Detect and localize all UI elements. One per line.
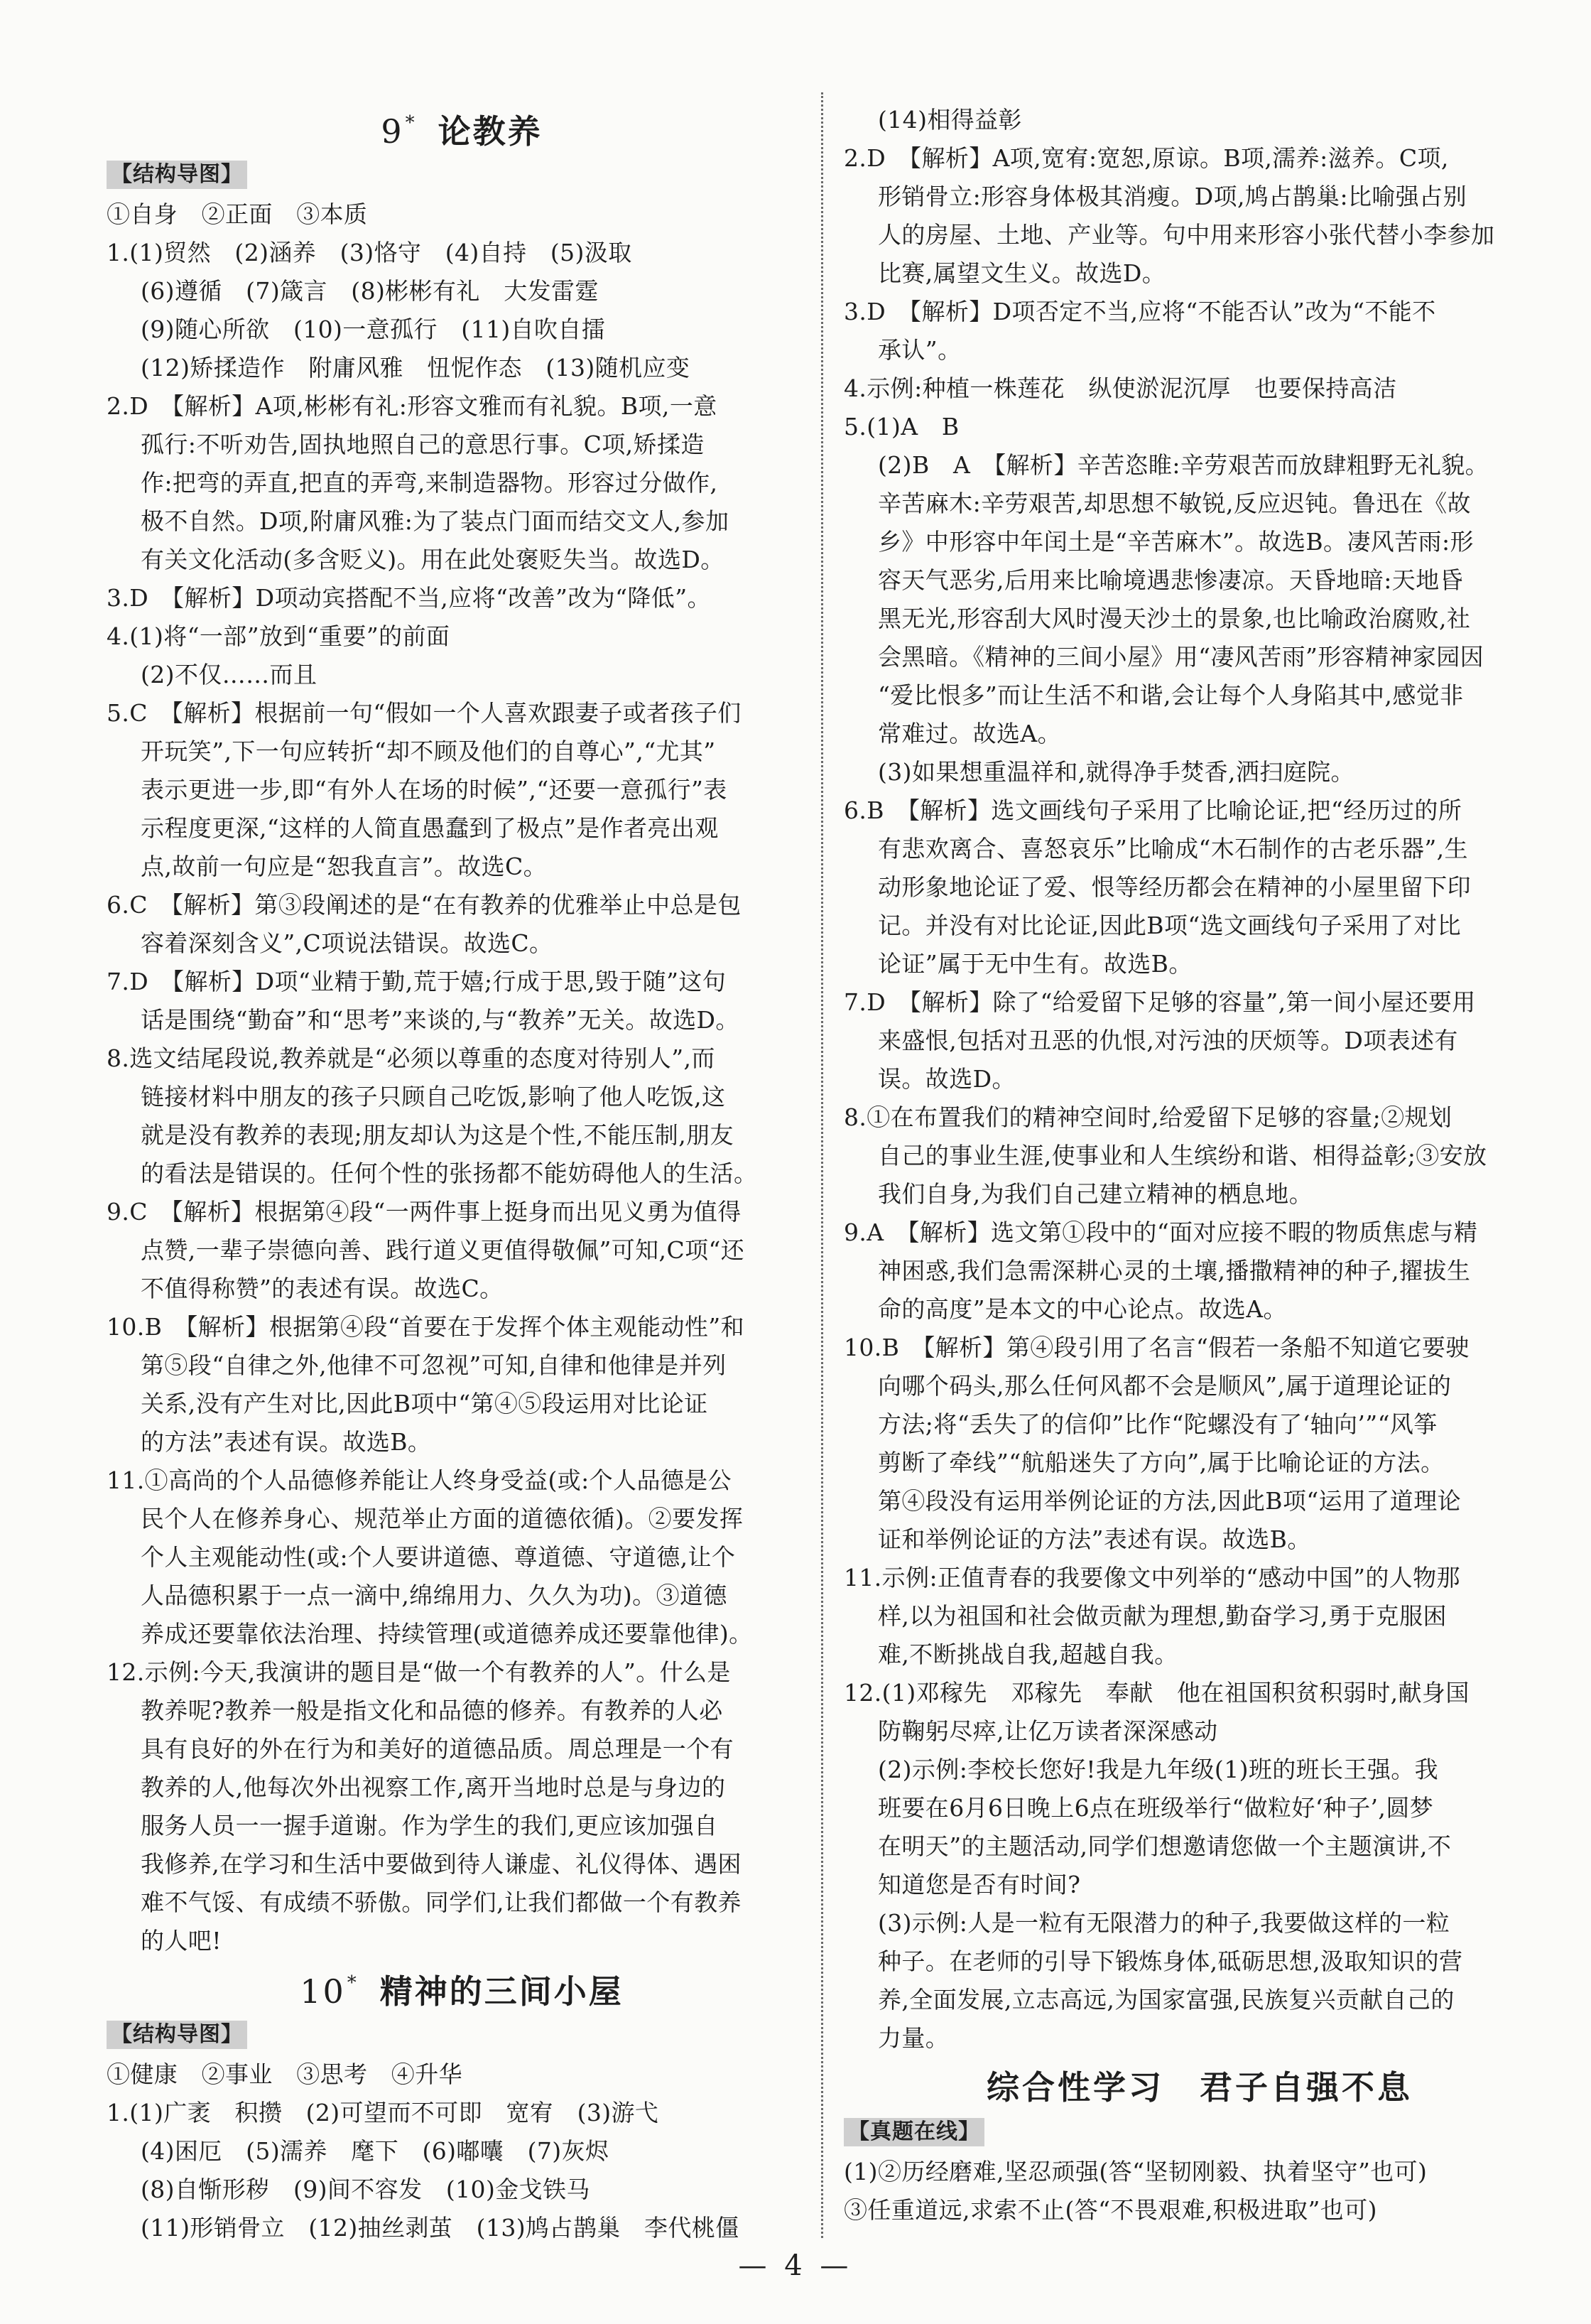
answer-line: 方法;将“丢失了的信仰”比作“陀螺没有了‘轴向’”“风筝 — [878, 1410, 1438, 1438]
answer-line: 教养呢?教养一般是指文化和品德的修养。有教养的人必 — [141, 1697, 723, 1724]
answer-line: (3)如果想重温祥和,就得净手焚香,洒扫庭院。 — [878, 758, 1354, 786]
answer-line: 人品德积累于一点一滴中,绵绵用力、久久为功)。③道德 — [141, 1582, 727, 1609]
answer-line: 我们自身,为我们自己建立精神的栖息地。 — [878, 1180, 1313, 1208]
answer-line: 命的高度”是本文的中心论点。故选A。 — [878, 1295, 1287, 1323]
answer-line: (6)遵循 (7)箴言 (8)彬彬有礼 大发雷霆 — [141, 277, 599, 305]
answer-line: (9)随心所欲 (10)一意孤行 (11)自吹自擂 — [141, 315, 606, 343]
section-9-answers — [107, 195, 817, 1960]
section-10-name: 精神的三间小屋 — [379, 1972, 624, 2011]
answer-line: 养成还要靠依法治理、持续管理(或道德养成还要靠他律)。 — [141, 1620, 753, 1648]
answer-line: 会黑暗。《精神的三间小屋》用“凄风苦雨”形容精神家园因 — [878, 643, 1484, 671]
answer-line: 表示更进一步,即“有外人在场的时候”,“还要一意孤行”表 — [141, 776, 727, 804]
answer-line: 1.(1)贸然 (2)涵养 (3)恪守 (4)自持 (5)汲取 — [107, 239, 632, 266]
answer-line: 11.①高尚的个人品德修养能让人终身受益(或:个人品德是公 — [107, 1466, 732, 1494]
comprehensive-study-title: 综合性学习 君子自强不息 — [987, 2068, 1413, 2107]
answer-line: 关系,没有产生对比,因此B项中“第④⑤段运用对比论证 — [141, 1390, 708, 1417]
answer-line: 记。并没有对比论证,因此B项“选文画线句子采用了对比 — [878, 912, 1462, 939]
answer-line: 示程度更深,“这样的人简直愚蠢到了极点”是作者亮出观 — [141, 814, 719, 842]
answer-line: 12.示例:今天,我演讲的题目是“做一个有教养的人”。什么是 — [107, 1658, 731, 1686]
answer-line: 神困惑,我们急需深耕心灵的土壤,播撒精神的种子,擢拔生 — [878, 1257, 1471, 1285]
page-number: — 4 — — [738, 2249, 853, 2282]
answer-line: (11)形销骨立 (12)抽丝剥茧 (13)鸠占鹊巢 李代桃僵 — [141, 2214, 739, 2242]
answer-line: 服务人员一一握手道谢。作为学生的我们,更应该加强自 — [141, 1812, 718, 1839]
answer-line: 的方法”表述有误。故选B。 — [141, 1428, 432, 1456]
answer-line: 动形象地论证了爱、恨等经历都会在精神的小屋里留下印 — [878, 873, 1471, 901]
right-column — [844, 101, 1555, 2230]
answer-line: 10.B 【解析】第④段引用了名言“假若一条船不知道它要驶 — [844, 1334, 1470, 1361]
answer-line: 4.(1)将“一部”放到“重要”的前面 — [107, 622, 450, 650]
answer-line: 3.D 【解析】D项否定不当,应将“不能否认”改为“不能不 — [844, 298, 1436, 325]
answer-line: (2)不仅……而且 — [141, 661, 317, 688]
answer-line: 第④段没有运用举例论证的方法,因此B项“运用了道理论 — [878, 1487, 1462, 1515]
answer-line: ①自身 ②正面 ③本质 — [107, 200, 368, 228]
answer-line: 难不气馁、有成绩不骄傲。同学们,让我们都做一个有教养 — [141, 1888, 742, 1916]
answer-line: 5.(1)A B — [844, 413, 960, 441]
answer-line: 有悲欢离合、喜怒哀乐”比喻成“木石制作的古老乐器”,生 — [878, 835, 1468, 863]
answer-line: 点,故前一句应是“恕我直言”。故选C。 — [141, 853, 548, 880]
real-exam-tag: 【真题在线】 — [844, 2118, 984, 2146]
answer-line: 难,不断挑战自我,超越自我。 — [878, 1641, 1178, 1668]
answer-line: 9.C 【解析】根据第④段“一两件事上挺身而出见义勇为值得 — [107, 1198, 742, 1226]
section-10-answers-continued — [844, 101, 1555, 2058]
answer-line: 剪断了牵线”“航船迷失了方向”,属于比喻论证的方法。 — [878, 1449, 1445, 1476]
real-exam-answers — [844, 2153, 1555, 2230]
answer-line: 2.D 【解析】A项,彬彬有礼:形容文雅而有礼貌。B项,一意 — [107, 392, 717, 420]
section-9-name: 论教养 — [438, 112, 543, 151]
answer-line: 辛苦麻木:辛劳艰苦,却思想不敏锐,反应迟钝。鲁迅在《故 — [878, 490, 1471, 517]
answer-line: 教养的人,他每次外出视察工作,离开当地时总是与身边的 — [141, 1773, 726, 1801]
answer-line: 6.B 【解析】选文画线句子采用了比喻论证,把“经历过的所 — [844, 796, 1462, 824]
answer-line: 常难过。故选A。 — [878, 720, 1062, 747]
answer-line: 容天气恶劣,后用来比喻境遇悲惨凄凉。天昏地暗:天地昏 — [878, 566, 1464, 594]
left-column — [107, 103, 817, 2247]
answer-line: (2)B A 【解析】辛苦恣睢:辛劳艰苦而放肆粗野无礼貌。 — [878, 451, 1489, 479]
answer-line: 6.C 【解析】第③段阐述的是“在有教养的优雅举止中总是包 — [107, 891, 742, 919]
section-9-number: 9* — [381, 112, 417, 151]
answer-line: 链接材料中朋友的孩子只顾自己吃饭,影响了他人吃饭,这 — [141, 1083, 726, 1110]
section-10-answers — [107, 2055, 817, 2247]
answer-line: (12)矫揉造作 附庸风雅 忸怩作态 (13)随机应变 — [141, 354, 690, 382]
answer-line: (3)示例:人是一粒有无限潜力的种子,我要做这样的一粒 — [878, 1909, 1450, 1937]
structure-map-tag-2: 【结构导图】 — [107, 2021, 247, 2049]
answer-line: 12.(1)邓稼先 邓稼先 奉献 他在祖国积贫积弱时,献身国 — [844, 1679, 1470, 1707]
answer-line: 第⑤段“自律之外,他律不可忽视”可知,自律和他律是并列 — [141, 1351, 727, 1379]
answer-line: 的人吧! — [141, 1927, 222, 1955]
answer-line: 3.D 【解析】D项动宾搭配不当,应将“改善”改为“降低”。 — [107, 584, 711, 612]
answer-line: 我修养,在学习和生活中要做到待人谦虚、礼仪得体、遇困 — [141, 1850, 742, 1878]
answer-line: (8)自惭形秽 (9)间不容发 (10)金戈铁马 — [141, 2176, 590, 2203]
answer-line: 5.C 【解析】根据前一句“假如一个人喜欢跟妻子或者孩子们 — [107, 699, 742, 727]
answer-line: 容着深刻含义”,C项说法错误。故选C。 — [141, 929, 553, 957]
section-9-title — [107, 103, 817, 160]
answer-line: 样,以为祖国和社会做贡献为理想,勤奋学习,勇于克服困 — [878, 1602, 1447, 1630]
answer-line: 开玩笑”,下一句应转折“却不顾及他们的自尊心”,“尤其” — [141, 737, 716, 765]
answer-line: 班要在6月6日晚上6点在班级举行“做粒好‘种子’,圆梦 — [878, 1794, 1434, 1822]
answer-line: 向哪个码头,那么任何风都不会是顺风”,属于道理论证的 — [878, 1372, 1452, 1400]
answer-line: 比赛,属望文生义。故选D。 — [878, 259, 1166, 287]
answer-line: 民个人在修养身心、规范举止方面的道德依循)。②要发挥 — [141, 1505, 744, 1533]
answer-line: 4.示例:种植一株莲花 纵使淤泥沉厚 也要保持高洁 — [844, 374, 1397, 402]
answer-line: 的看法是错误的。任何个性的张扬都不能妨碍他人的生活。 — [141, 1160, 758, 1187]
answer-line: (2)示例:李校长您好!我是九年级(1)班的班长王强。我 — [878, 1756, 1439, 1783]
answer-line: (4)困厄 (5)濡养 麾下 (6)嘟囔 (7)灰烬 — [141, 2137, 609, 2165]
answer-line: “爱比恨多”而让生活不和谐,会让每个人身陷其中,感觉非 — [878, 681, 1464, 709]
answer-line: 有关文化活动(多含贬义)。用在此处褒贬失当。故选D。 — [141, 546, 724, 573]
answer-line: 8.选文结尾段说,教养就是“必须以尊重的态度对待别人”,而 — [107, 1044, 715, 1072]
answer-line: 养,全面发展,立志高远,为国家富强,民族复兴贡献自己的 — [878, 1986, 1455, 2014]
answer-line: 极不自然。D项,附庸风雅:为了装点门面而结交文人,参加 — [141, 507, 729, 535]
answer-line: 人的房屋、土地、产业等。句中用来形容小张代替小李参加 — [878, 221, 1495, 249]
answer-line: 7.D 【解析】D项“业精于勤,荒于嬉;行成于思,毁于随”这句 — [107, 968, 727, 995]
answer-line: 具有良好的外在行为和美好的道德品质。周总理是一个有 — [141, 1735, 734, 1763]
answer-line: 乡》中形容中年闰土是“辛苦麻木”。故选B。凄风苦雨:形 — [878, 528, 1474, 556]
answer-line: 就是没有教养的表现;朋友却认为这是个性,不能压制,朋友 — [141, 1121, 734, 1149]
answer-line: 孤行:不听劝告,固执地照自己的意思行事。C项,矫揉造 — [141, 431, 705, 458]
answer-line: 误。故选D。 — [878, 1065, 1016, 1093]
answer-line: 力量。 — [878, 2024, 950, 2052]
answer-line: 黑无光,形容刮大风时漫天沙土的景象,也比喻政治腐败,社 — [878, 605, 1471, 632]
answer-line: 9.A 【解析】选文第①段中的“面对应接不暇的物质焦虑与精 — [844, 1218, 1478, 1246]
answer-line: 8.①在布置我们的精神空间时,给爱留下足够的容量;②规划 — [844, 1103, 1452, 1131]
answer-line: 来盛恨,包括对丑恶的仇恨,对污浊的厌烦等。D项表述有 — [878, 1027, 1458, 1054]
structure-map-tag: 【结构导图】 — [107, 161, 247, 189]
answer-line: 防鞠躬尽瘁,让亿万读者深深感动 — [878, 1717, 1218, 1745]
answer-line: 话是围绕“勤奋”和“思考”来谈的,与“教养”无关。故选D。 — [141, 1006, 739, 1034]
answer-line: 11.示例:正值青春的我要像文中列举的“感动中国”的人物那 — [844, 1564, 1460, 1591]
answer-line: 1.(1)广袤 积攒 (2)可望而不可即 宽宥 (3)游弋 — [107, 2099, 659, 2126]
answer-line: ③任重道远,求索不止(答“不畏艰难,积极进取”也可) — [844, 2196, 1377, 2224]
answer-line: (1)②历经磨难,坚忍顽强(答“坚韧刚毅、执着坚守”也可) — [844, 2158, 1428, 2185]
answer-line: 作:把弯的弄直,把直的弄弯,来制造器物。形容过分做作, — [141, 469, 718, 497]
section-10-title — [107, 1963, 817, 2020]
answer-line: 个人主观能动性(或:个人要讲道德、尊道德、守道德,让个 — [141, 1543, 736, 1571]
answer-line: 承认”。 — [878, 336, 962, 364]
answer-line: 形销骨立:形容身体极其消瘦。D项,鸠占鹊巢:比喻强占别 — [878, 183, 1467, 210]
answer-line: 2.D 【解析】A项,宽宥:宽恕,原谅。B项,濡养:滋养。C项, — [844, 144, 1449, 172]
answer-line: 点赞,一辈子崇德向善、践行道义更值得敬佩”可知,C项“还 — [141, 1236, 745, 1264]
answer-line: 证和举例论证的方法”表述有误。故选B。 — [878, 1525, 1311, 1553]
answer-line: 10.B 【解析】根据第④段“首要在于发挥个体主观能动性”和 — [107, 1313, 744, 1341]
section-10-number: 10* — [300, 1972, 359, 2011]
answer-line: 在明天”的主题活动,同学们想邀请您做一个主题演讲,不 — [878, 1832, 1452, 1860]
answer-line: 种子。在老师的引导下锻炼身体,砥砺思想,汲取知识的营 — [878, 1947, 1463, 1975]
column-divider — [821, 92, 823, 2238]
answer-line: (14)相得益彰 — [878, 106, 1022, 134]
answer-line: ①健康 ②事业 ③思考 ④升华 — [107, 2060, 462, 2088]
answer-line: 自己的事业生涯,使事业和人生缤纷和谐、相得益彰;③安放 — [878, 1142, 1487, 1169]
answer-line: 7.D 【解析】除了“给爱留下足够的容量”,第一间小屋还要用 — [844, 988, 1476, 1016]
answer-line: 不值得称赞”的表述有误。故选C。 — [141, 1275, 504, 1302]
answer-line: 论证”属于无中生有。故选B。 — [878, 950, 1193, 978]
answer-line: 知道您是否有时间? — [878, 1871, 1081, 1898]
